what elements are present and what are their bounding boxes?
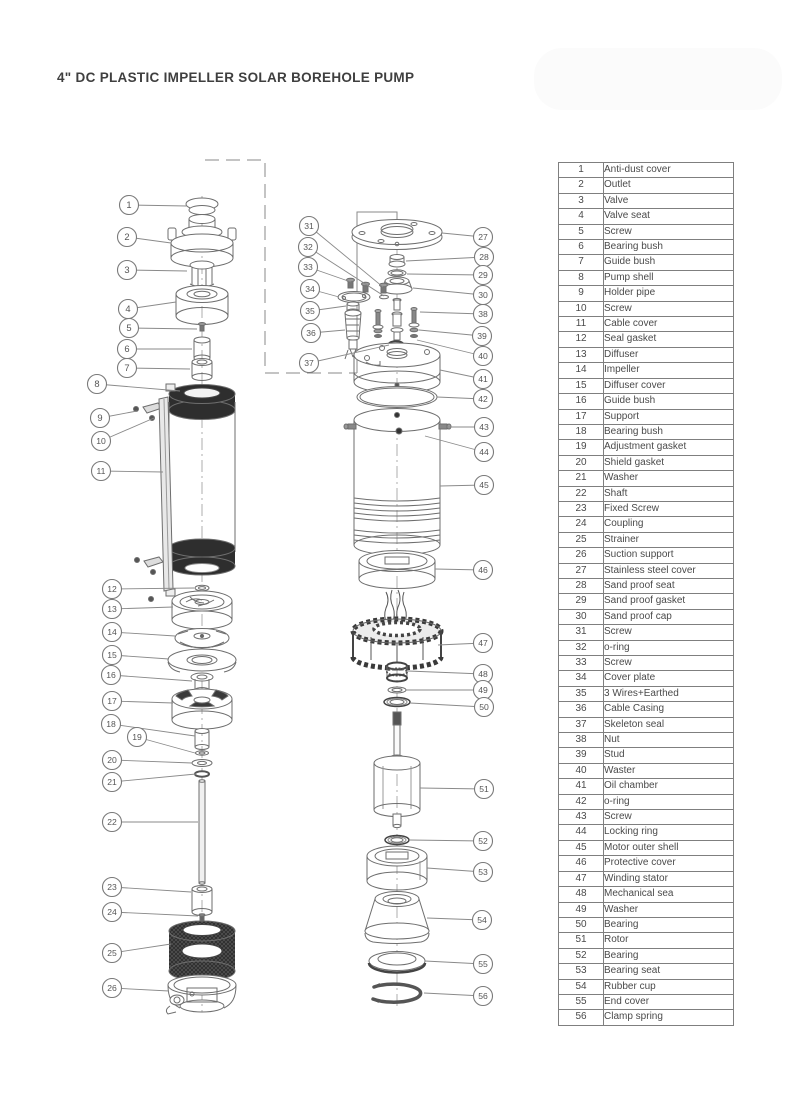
part-34-cover-plate bbox=[338, 292, 370, 303]
part-number-cell: 12 bbox=[559, 332, 604, 347]
callout-number: 22 bbox=[107, 816, 117, 827]
part-number-cell: 50 bbox=[559, 917, 604, 932]
part-name-cell: Mechanical sea bbox=[604, 887, 734, 902]
part-name-cell: Bearing bush bbox=[604, 240, 734, 255]
part-14-impeller bbox=[175, 629, 229, 649]
part-name-cell: Pump shell bbox=[604, 270, 734, 285]
callout-number: 32 bbox=[303, 241, 313, 252]
part-name-cell: Washer bbox=[604, 902, 734, 917]
part-number-cell: 14 bbox=[559, 363, 604, 378]
part-name-cell: Impeller bbox=[604, 363, 734, 378]
table-row bbox=[559, 378, 734, 393]
table-row bbox=[559, 347, 734, 362]
part-name-cell: Oil chamber bbox=[604, 779, 734, 794]
table-row bbox=[559, 609, 734, 624]
part-number-cell: 55 bbox=[559, 994, 604, 1009]
part-number-cell: 13 bbox=[559, 347, 604, 362]
part-number-cell: 10 bbox=[559, 301, 604, 316]
part-name-cell: Valve seat bbox=[604, 209, 734, 224]
part-number-cell: 28 bbox=[559, 578, 604, 593]
callout-number: 12 bbox=[107, 583, 117, 594]
table-row bbox=[559, 871, 734, 886]
table-row bbox=[559, 178, 734, 193]
part-number-cell: 7 bbox=[559, 255, 604, 270]
callout-number: 41 bbox=[478, 373, 488, 384]
table-row bbox=[559, 656, 734, 671]
part-name-cell: Diffuser bbox=[604, 347, 734, 362]
table-row bbox=[559, 255, 734, 270]
part-22-shaft bbox=[199, 780, 205, 884]
callout-number: 30 bbox=[478, 289, 488, 300]
part-number-cell: 23 bbox=[559, 501, 604, 516]
part-number-cell: 16 bbox=[559, 394, 604, 409]
part-21-washer bbox=[195, 771, 209, 777]
callout-number: 50 bbox=[479, 701, 489, 712]
table-row bbox=[559, 424, 734, 439]
table-row bbox=[559, 486, 734, 501]
part-number-cell: 26 bbox=[559, 548, 604, 563]
callout-number: 9 bbox=[97, 411, 103, 423]
part-name-cell: Bearing seat bbox=[604, 964, 734, 979]
part-number-cell: 47 bbox=[559, 871, 604, 886]
parts-table-body bbox=[559, 163, 734, 1026]
table-row bbox=[559, 563, 734, 578]
part-number-cell: 22 bbox=[559, 486, 604, 501]
callout-leader bbox=[413, 288, 483, 295]
part-name-cell: Cable cover bbox=[604, 317, 734, 332]
part-number-cell: 33 bbox=[559, 656, 604, 671]
callout-number: 53 bbox=[478, 866, 488, 877]
table-row bbox=[559, 779, 734, 794]
part-number-cell: 29 bbox=[559, 594, 604, 609]
table-row bbox=[559, 317, 734, 332]
callout-number: 3 bbox=[124, 263, 130, 275]
part-name-cell: Guide bush bbox=[604, 394, 734, 409]
table-row bbox=[559, 902, 734, 917]
part-number-cell: 37 bbox=[559, 717, 604, 732]
part-number-cell: 40 bbox=[559, 763, 604, 778]
part-29-sand-proof-gasket bbox=[388, 270, 406, 276]
part-name-cell: Valve bbox=[604, 193, 734, 208]
callout-number: 14 bbox=[107, 626, 117, 637]
table-row bbox=[559, 763, 734, 778]
callout-leader bbox=[112, 774, 196, 782]
part-name-cell: End cover bbox=[604, 994, 734, 1009]
callout-number: 25 bbox=[107, 947, 117, 958]
part-number-cell: 51 bbox=[559, 933, 604, 948]
table-row bbox=[559, 948, 734, 963]
callout-number: 34 bbox=[305, 283, 315, 294]
table-row bbox=[559, 686, 734, 701]
part-name-cell: Screw bbox=[604, 625, 734, 640]
part-name-cell: 3 Wires+Earthed bbox=[604, 686, 734, 701]
part-name-cell: Shield gasket bbox=[604, 455, 734, 470]
callout-number: 11 bbox=[96, 465, 106, 476]
part-8-pump-shell bbox=[169, 385, 235, 576]
part-number-cell: 39 bbox=[559, 748, 604, 763]
part-number-cell: 21 bbox=[559, 471, 604, 486]
table-row bbox=[559, 671, 734, 686]
table-row bbox=[559, 409, 734, 424]
callout-leader bbox=[407, 274, 483, 275]
callout-number: 29 bbox=[478, 269, 488, 280]
callout-leader bbox=[410, 703, 484, 707]
table-row bbox=[559, 240, 734, 255]
callout-number: 39 bbox=[477, 330, 487, 341]
part-number-cell: 43 bbox=[559, 810, 604, 825]
table-row bbox=[559, 933, 734, 948]
table-row bbox=[559, 501, 734, 516]
part-number-cell: 17 bbox=[559, 409, 604, 424]
table-row bbox=[559, 964, 734, 979]
part-number-cell: 4 bbox=[559, 209, 604, 224]
callout-number: 36 bbox=[306, 327, 316, 338]
part-number-cell: 32 bbox=[559, 640, 604, 655]
part-number-cell: 3 bbox=[559, 193, 604, 208]
callout-number: 56 bbox=[478, 990, 488, 1001]
callout-number: 4 bbox=[125, 302, 131, 314]
part-37-skeleton-seal-stack bbox=[389, 299, 403, 347]
part-name-cell: Stud bbox=[604, 748, 734, 763]
part-number-cell: 2 bbox=[559, 178, 604, 193]
part-name-cell: Seal gasket bbox=[604, 332, 734, 347]
callout-number: 24 bbox=[107, 906, 117, 917]
part-name-cell: Bearing bbox=[604, 948, 734, 963]
callout-number: 40 bbox=[478, 350, 488, 361]
part-name-cell: Adjustment gasket bbox=[604, 440, 734, 455]
part-15-diffuser-cover bbox=[168, 649, 236, 672]
part-name-cell: o-ring bbox=[604, 794, 734, 809]
part-19-adjustment-gasket bbox=[196, 751, 209, 755]
part-12-seal-gasket bbox=[195, 585, 209, 591]
part-name-cell: Washer bbox=[604, 471, 734, 486]
part-number-cell: 27 bbox=[559, 563, 604, 578]
part-number-cell: 45 bbox=[559, 840, 604, 855]
part-number-cell: 1 bbox=[559, 163, 604, 178]
part-27-stainless-steel-cover bbox=[352, 220, 442, 250]
part-name-cell: Shaft bbox=[604, 486, 734, 501]
part-number-cell: 41 bbox=[559, 779, 604, 794]
part-number-cell: 18 bbox=[559, 424, 604, 439]
part-name-cell: Stainless steel cover bbox=[604, 563, 734, 578]
part-4-valve-seat bbox=[176, 286, 228, 325]
part-name-cell: Outlet bbox=[604, 178, 734, 193]
part-name-cell: Cover plate bbox=[604, 671, 734, 686]
part-45-motor-outer-shell bbox=[354, 409, 440, 556]
part-51-rotor bbox=[374, 712, 420, 828]
part-name-cell: Strainer bbox=[604, 532, 734, 547]
callout-leader bbox=[111, 675, 192, 681]
callout-bubbles bbox=[88, 196, 494, 1006]
callout-number: 35 bbox=[305, 305, 315, 316]
part-number-cell: 48 bbox=[559, 887, 604, 902]
table-row bbox=[559, 286, 734, 301]
part-17-support bbox=[172, 689, 232, 729]
callout-number: 16 bbox=[106, 669, 116, 680]
callout-number: 15 bbox=[107, 649, 117, 660]
part-number-cell: 8 bbox=[559, 270, 604, 285]
callout-number: 2 bbox=[124, 230, 130, 242]
callout-leader bbox=[111, 724, 195, 736]
part-name-cell: o-ring bbox=[604, 640, 734, 655]
part-number-cell: 56 bbox=[559, 1010, 604, 1025]
part-number-cell: 15 bbox=[559, 378, 604, 393]
callout-number: 47 bbox=[478, 637, 488, 648]
page-title: 4" DC PLASTIC IMPELLER SOLAR BOREHOLE PUMP bbox=[57, 70, 415, 85]
part-number-cell: 54 bbox=[559, 979, 604, 994]
part-49-washer bbox=[388, 687, 406, 693]
part-number-cell: 31 bbox=[559, 625, 604, 640]
table-row bbox=[559, 594, 734, 609]
table-row bbox=[559, 856, 734, 871]
part-number-cell: 24 bbox=[559, 517, 604, 532]
callout-number: 44 bbox=[479, 446, 489, 457]
part-47-winding-stator bbox=[353, 619, 441, 668]
callout-number: 19 bbox=[132, 731, 142, 742]
table-row bbox=[559, 733, 734, 748]
part-20-shield-gasket bbox=[192, 760, 212, 767]
part-name-cell: Rubber cup bbox=[604, 979, 734, 994]
callout-number: 18 bbox=[106, 718, 116, 729]
part-name-cell: Locking ring bbox=[604, 825, 734, 840]
part-name-cell: Coupling bbox=[604, 517, 734, 532]
part-number-cell: 44 bbox=[559, 825, 604, 840]
table-row bbox=[559, 1010, 734, 1025]
part-42-o-ring bbox=[357, 387, 437, 408]
callout-number: 13 bbox=[107, 603, 117, 614]
part-name-cell: Screw bbox=[604, 810, 734, 825]
table-row bbox=[559, 625, 734, 640]
part-number-cell: 52 bbox=[559, 948, 604, 963]
callout-number: 23 bbox=[107, 881, 117, 892]
table-row bbox=[559, 717, 734, 732]
callout-leader bbox=[112, 760, 192, 763]
part-number-cell: 49 bbox=[559, 902, 604, 917]
table-row bbox=[559, 748, 734, 763]
callout-number: 27 bbox=[478, 231, 488, 242]
part-name-cell: Diffuser cover bbox=[604, 378, 734, 393]
table-row bbox=[559, 578, 734, 593]
callout-number: 20 bbox=[107, 754, 117, 765]
callout-number: 52 bbox=[478, 835, 488, 846]
part-name-cell: Bearing bbox=[604, 917, 734, 932]
part-name-cell: Guide bush bbox=[604, 255, 734, 270]
table-row bbox=[559, 702, 734, 717]
callout-number: 1 bbox=[126, 198, 132, 210]
table-row bbox=[559, 363, 734, 378]
callout-leader bbox=[112, 887, 191, 892]
callout-number: 38 bbox=[478, 308, 488, 319]
callout-number: 42 bbox=[478, 393, 488, 404]
callout-number: 48 bbox=[478, 668, 488, 679]
callout-number: 54 bbox=[477, 914, 487, 925]
callout-number: 17 bbox=[107, 695, 117, 706]
part-name-cell: Waster bbox=[604, 763, 734, 778]
part-50-bearing bbox=[384, 698, 410, 707]
part-name-cell: Fixed Screw bbox=[604, 501, 734, 516]
part-name-cell: Support bbox=[604, 409, 734, 424]
callout-number: 51 bbox=[479, 783, 489, 794]
callout-leader bbox=[129, 328, 197, 329]
callout-number: 46 bbox=[478, 564, 488, 575]
part-number-cell: 35 bbox=[559, 686, 604, 701]
part-number-cell: 6 bbox=[559, 240, 604, 255]
part-name-cell: Motor outer shell bbox=[604, 840, 734, 855]
part-number-cell: 38 bbox=[559, 733, 604, 748]
callout-number: 6 bbox=[124, 342, 130, 354]
table-row bbox=[559, 209, 734, 224]
table-row bbox=[559, 810, 734, 825]
part-name-cell: Sand proof gasket bbox=[604, 594, 734, 609]
callout-number: 43 bbox=[479, 421, 489, 432]
table-row bbox=[559, 640, 734, 655]
callout-leader bbox=[406, 257, 484, 261]
table-row bbox=[559, 548, 734, 563]
callout-number: 21 bbox=[107, 776, 117, 787]
callout-leader bbox=[408, 671, 483, 674]
table-row bbox=[559, 887, 734, 902]
part-number-cell: 46 bbox=[559, 856, 604, 871]
part-number-cell: 19 bbox=[559, 440, 604, 455]
table-row bbox=[559, 224, 734, 239]
callout-number: 5 bbox=[126, 321, 132, 333]
part-name-cell: Screw bbox=[604, 224, 734, 239]
part-55-end-cover bbox=[369, 952, 425, 973]
part-name-cell: Clamp spring bbox=[604, 1010, 734, 1025]
part-name-cell: Bearing bush bbox=[604, 424, 734, 439]
table-row bbox=[559, 917, 734, 932]
part-name-cell: Anti-dust cover bbox=[604, 163, 734, 178]
callout-leader bbox=[112, 588, 194, 589]
table-row bbox=[559, 794, 734, 809]
table-row bbox=[559, 394, 734, 409]
part-name-cell: Suction support bbox=[604, 548, 734, 563]
part-number-cell: 11 bbox=[559, 317, 604, 332]
part-2-outlet bbox=[168, 215, 236, 268]
part-number-cell: 20 bbox=[559, 455, 604, 470]
part-28-sand-proof-seat bbox=[389, 255, 405, 268]
callout-number: 26 bbox=[107, 982, 117, 993]
callout-number: 33 bbox=[303, 261, 313, 272]
callout-number: 37 bbox=[304, 357, 314, 368]
part-number-cell: 25 bbox=[559, 532, 604, 547]
table-row bbox=[559, 532, 734, 547]
part-5-screw bbox=[199, 323, 206, 332]
part-number-cell: 36 bbox=[559, 702, 604, 717]
table-row bbox=[559, 517, 734, 532]
part-24-fixed-screw bbox=[199, 914, 205, 921]
table-row bbox=[559, 163, 734, 178]
part-name-cell: Screw bbox=[604, 301, 734, 316]
callout-number: 31 bbox=[304, 220, 314, 231]
parts-table bbox=[558, 162, 734, 1026]
table-row bbox=[559, 825, 734, 840]
part-name-cell: Cable Casing bbox=[604, 702, 734, 717]
part-26-suction-support bbox=[166, 975, 236, 1014]
part-number-cell: 53 bbox=[559, 964, 604, 979]
part-number-cell: 9 bbox=[559, 286, 604, 301]
table-row bbox=[559, 440, 734, 455]
part-25-strainer bbox=[169, 921, 235, 981]
part-name-cell: Holder pipe bbox=[604, 286, 734, 301]
part-name-cell: Skeleton seal bbox=[604, 717, 734, 732]
part-number-cell: 5 bbox=[559, 224, 604, 239]
part-name-cell: Nut bbox=[604, 733, 734, 748]
part-name-cell: Sand proof seat bbox=[604, 578, 734, 593]
part-number-cell: 30 bbox=[559, 609, 604, 624]
callout-number: 7 bbox=[124, 361, 130, 373]
table-row bbox=[559, 994, 734, 1009]
part-name-cell: Screw bbox=[604, 656, 734, 671]
part-number-cell: 42 bbox=[559, 794, 604, 809]
part-name-cell: Winding stator bbox=[604, 871, 734, 886]
part-name-cell: Rotor bbox=[604, 933, 734, 948]
table-row bbox=[559, 332, 734, 347]
table-row bbox=[559, 840, 734, 855]
callout-number: 45 bbox=[479, 479, 489, 490]
callout-leader bbox=[112, 912, 198, 916]
table-row bbox=[559, 193, 734, 208]
table-row bbox=[559, 301, 734, 316]
callout-number: 55 bbox=[478, 958, 488, 969]
callout-number: 28 bbox=[479, 251, 489, 262]
table-row bbox=[559, 471, 734, 486]
part-1-anti-dust-cover bbox=[186, 198, 218, 215]
table-row bbox=[559, 979, 734, 994]
part-52-bearing bbox=[385, 836, 409, 845]
callout-number: 10 bbox=[96, 435, 106, 446]
table-row bbox=[559, 270, 734, 285]
table-row bbox=[559, 455, 734, 470]
part-name-cell: Sand proof cap bbox=[604, 609, 734, 624]
callout-number: 49 bbox=[478, 684, 488, 695]
part-number-cell: 34 bbox=[559, 671, 604, 686]
part-name-cell: Protective cover bbox=[604, 856, 734, 871]
callout-number: 8 bbox=[94, 377, 100, 389]
callout-leader bbox=[409, 840, 483, 841]
